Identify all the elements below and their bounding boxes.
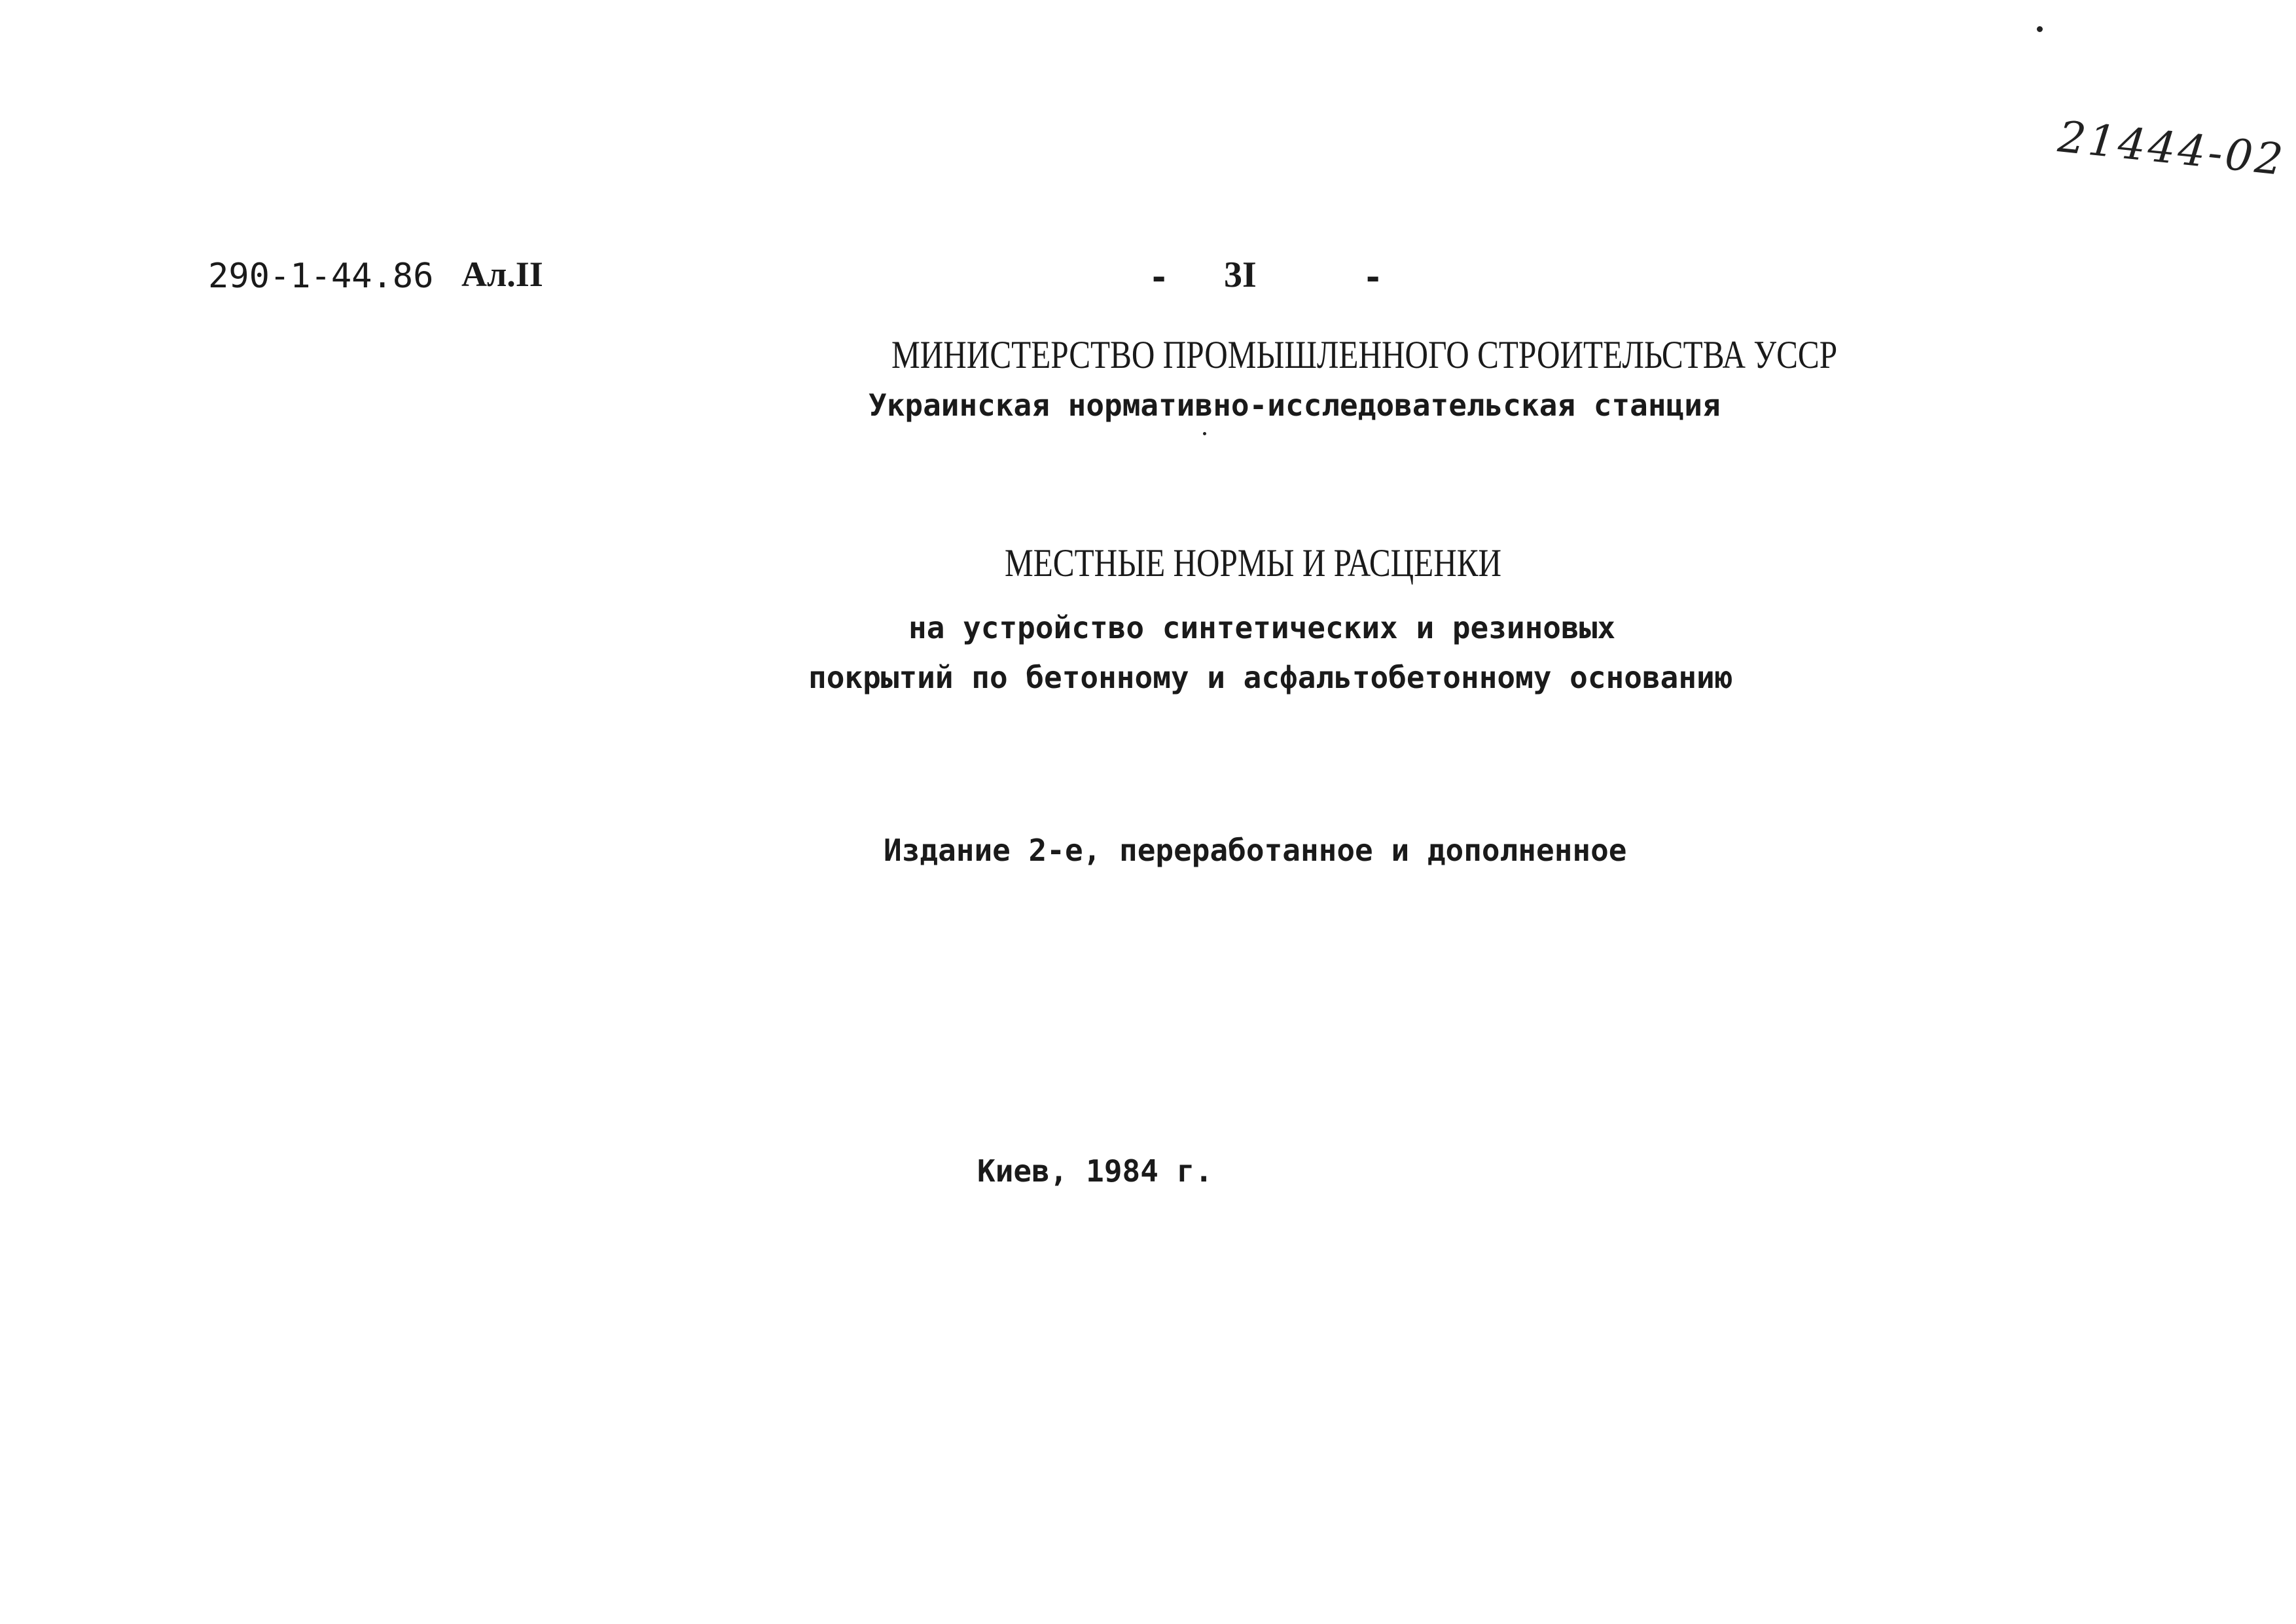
scan-speck [1203, 432, 1206, 435]
document-subtitle-line-2: покрытий по бетонному и асфальтобетонному основанию [808, 660, 1733, 695]
page-dash-left: - [1149, 258, 1170, 297]
document-title: МЕСТНЫЕ НОРМЫ И РАСЦЕНКИ [1005, 541, 1502, 585]
ministry-heading: МИНИСТЕРСТВО ПРОМЫШЛЕННОГО СТРОИТЕЛЬСТВА УССР [891, 333, 1838, 376]
page-number: 3I [1224, 255, 1257, 295]
edition-note: Издание 2-е, переработанное и дополненное [884, 833, 1627, 868]
album-number: Ал.II [461, 255, 543, 294]
research-station: Украинская нормативно-исследовательская станция [869, 388, 1721, 423]
document-code: 290-1-44.86 [208, 257, 434, 296]
scan-speck [2037, 26, 2043, 32]
place-and-year: Киев, 1984 г. [977, 1153, 1213, 1189]
page-dash-right: - [1363, 258, 1384, 297]
document-subtitle-line-1: на устройство синтетических и резиновых [908, 610, 1616, 645]
handwritten-archive-number: 21444-02 [2055, 111, 2288, 186]
